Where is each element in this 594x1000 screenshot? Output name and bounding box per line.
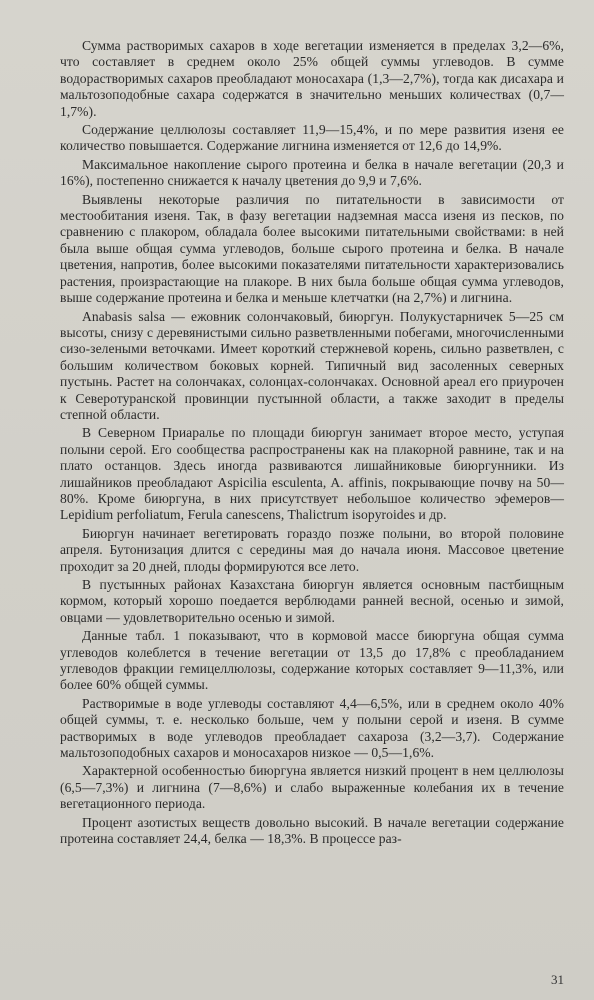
page-number: 31 (551, 972, 564, 987)
paragraph-6: В Северном Приаралье по площади биюргун занимает второе место, уступая полыни серой. Его сообщества распространены как на плакорной равнине, так и на плато останцов. Здесь иногда развиваются лишайниковые биюргунники. Из лишайников преобладают Aspicilia esculenta, A. affinis, покрывающие почву на 50—80%. Кроме биюргуна, в них присутствует небольшое количество эфемеров—Lepidium perfoliatum, Ferula canescens, Thalictrum isopyroides и др. (60, 425, 564, 523)
paragraph-3: Максимальное накопление сырого протеина и белка в начале вегетации (20,3 и 16%), постепенно снижается к началу цветения до 9,9 и 7,6%. (60, 156, 564, 189)
paragraph-9: Данные табл. 1 показывают, что в кормовой массе биюргуна общая сумма углеводов колеблется в течение вегетации от 13,5 до 17,8% с преобладанием углеводов фракции гемицеллюлозы, содержание которых составляет 9—11,3%, или более 60% общей суммы. (60, 628, 564, 693)
paragraph-12: Процент азотистых веществ довольно высокий. В начале вегетации содержание протеина составляет 24,4, белка — 18,3%. В процессе раз- (60, 814, 564, 847)
paragraph-8: В пустынных районах Казахстана биюргун является основным пастбищным кормом, который хорошо поедается верблюдами ранней весной, осенью и зимой, овцами — удовлетворительно осенью и зимой. (60, 577, 564, 625)
paragraph-1: Сумма растворимых сахаров в ходе вегетации изменяется в пределах 3,2—6%, что составляет в среднем около 25% общей суммы углеводов. В сумме водорастворимых сахаров преобладают моносахара (1,3—2,7%), тогда как дисахара и мальтозоподобные сахара содержатся в значительно меньших количествах (0,7—1,7%). (60, 38, 564, 119)
paragraph-4: Выявлены некоторые различия по питательности в зависимости от местообитания изеня. Так, в фазу вегетации надземная масса изеня из песков, по сравнению с плакором, обладала более высокими питательными свойствами: в ней была выше общая сумма углеводов, больше сырого протеина и белка. В начале цветения, напротив, более высокими показателями питательности характеризовались растения, произрастающие на плакоре. В них была больше общая сумма углеводов, выше содержание протеина и белка и меньше клетчатки (на 2,7%) и лигнина. (60, 191, 564, 306)
paragraph-11: Характерной особенностью биюргуна является низкий процент в нем целлюлозы (6,5—7,3%) и лигнина (7—8,6%) и слабо выраженные колебания их в течение вегетационного периода. (60, 763, 564, 812)
paragraph-7: Биюргун начинает вегетировать гораздо позже полыни, во второй половине апреля. Бутонизация длится с середины мая до начала июня. Массовое цветение проходит за 20 дней, плоды формируются все лето. (60, 525, 564, 574)
paragraph-10: Растворимые в воде углеводы составляют 4,4—6,5%, или в среднем около 40% общей суммы, т. е. несколько больше, чем у полыни серой и изеня. В сумме растворимых в воде углеводов преобладает сахароза (3,2—3,7). Содержание мальтозоподобных сахаров и моносахаров низкое — 0,5—1,6%. (60, 695, 564, 761)
paragraph-5: Anabasis salsa — ежовник солончаковый, биюргун. Полукустарничек 5—25 см высоты, снизу с деревянистыми сильно разветвленными побегами, многочисленными сизо-зелеными веточками. Имеет короткий стержневой корень, сильно разветвлен, с большим количеством боковых корней. Типичный вид засоленных северных пустынь. Растет на солончаках, солонцах-солончаках. Основной ареал его приурочен к Северотуранской провинции пустынной области, а также заходит в пределы степной области. (60, 308, 564, 422)
paragraph-2: Содержание целлюлозы составляет 11,9—15,4%, и по мере развития изеня ее количество повышается. Содержание лигнина изменяется от 12,6 до 14,9%. (60, 122, 564, 154)
